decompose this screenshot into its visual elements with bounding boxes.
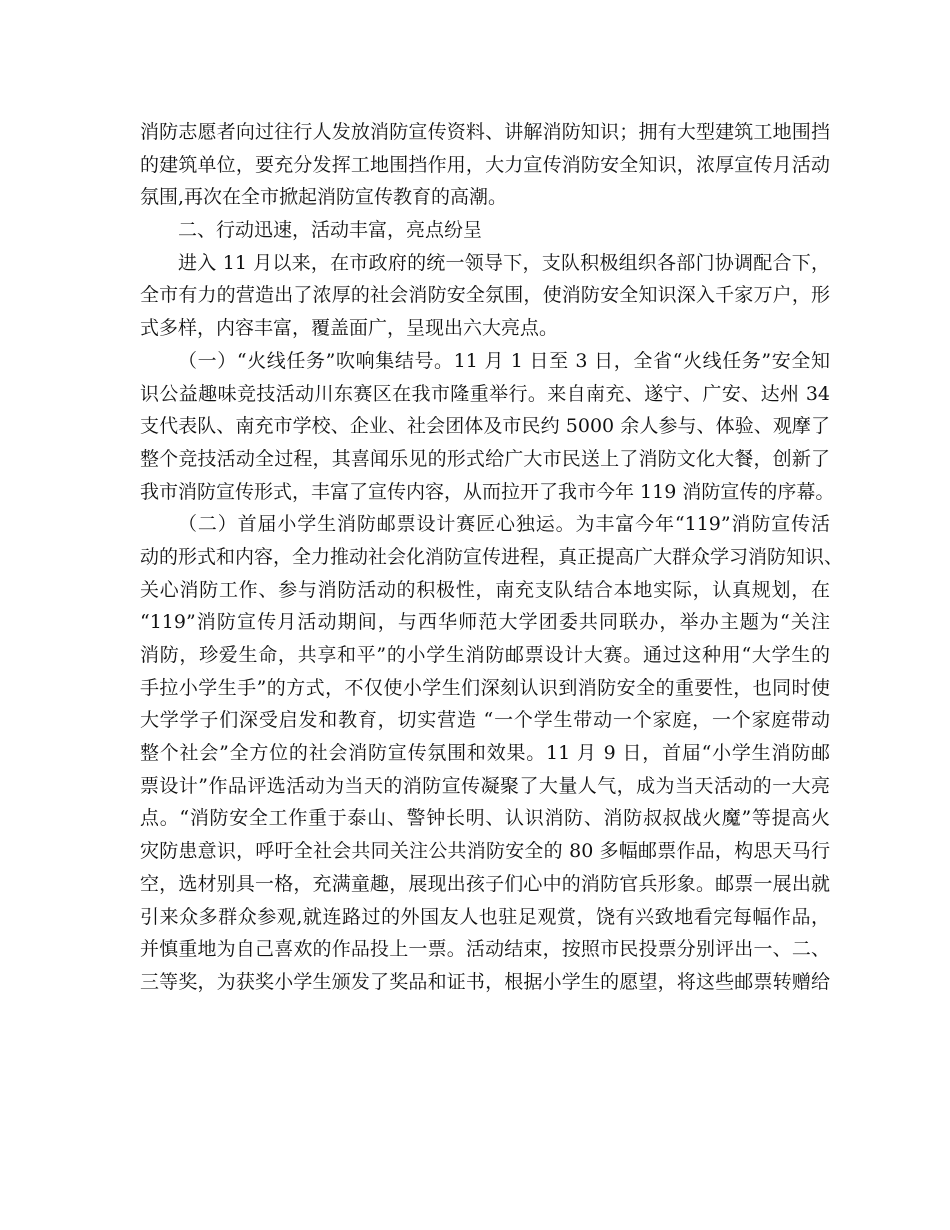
text-line: 点。“消防安全工作重于泰山、警钟长明、认识消防、消防叔叔战火魔”等提高火 (140, 807, 830, 830)
text-line: 关心消防工作、参与消防活动的积极性，南充支队结合本地实际，认真规划，在 (140, 578, 830, 601)
text-line: 票设计”作品评选活动为当天的消防宣传凝聚了大量人气，成为当天活动的一大亮 (140, 774, 830, 797)
text-line: 整个社会”全方位的社会消防宣传氛围和效果。11 月 9 日，首届“小学生消防邮 (140, 742, 830, 765)
text-line: （一）“火线任务”吹响集结号。11 月 1 日至 3 日，全省“火线任务”安全知 (178, 349, 830, 372)
text-line: 三等奖，为获奖小学生颁发了奖品和证书，根据小学生的愿望，将这些邮票转赠给 (140, 970, 830, 993)
document-body (140, 116, 844, 999)
text-line: 并慎重地为自己喜欢的作品投上一票。活动结束，按照市民投票分别评出一、二、 (140, 938, 830, 961)
text-line: 手拉小学生手”的方式，不仅使小学生们深刻认识到消防安全的重要性，也同时使 (140, 676, 830, 699)
text-line: 整个竞技活动全过程，其喜闻乐见的形式给广大市民送上了消防文化大餐，创新了 (140, 447, 830, 470)
text-line: 识公益趣味竞技活动川东赛区在我市隆重举行。来自南充、遂宁、广安、达州 34 (140, 382, 830, 405)
text-line: 全市有力的营造出了浓厚的社会消防安全氛围，使消防安全知识深入千家万户，形 (140, 284, 830, 307)
text-line: 消防志愿者向过往行人发放消防宣传资料、讲解消防知识；拥有大型建筑工地围挡 (140, 121, 830, 143)
text-line: 消防，珍爱生命，共享和平”的小学生消防邮票设计大赛。通过这种用“大学生的 (140, 644, 830, 666)
text-line: 灾防患意识，呼吁全社会共同关注公共消防安全的 80 多幅邮票作品，构思天马行 (140, 840, 830, 863)
text-line: 式多样，内容丰富，覆盖面广，呈现出六大亮点。 (140, 317, 559, 340)
text-line: 二、行动迅速，活动丰富，亮点纷呈 (178, 219, 483, 242)
text-line: 我市消防宣传形式，丰富了宣传内容，从而拉开了我市今年 119 消防宣传的序幕。 (140, 480, 835, 503)
text-line: 空，选材别具一格，充满童趣，展现出孩子们心中的消防官兵形象。邮票一展出就 (140, 872, 830, 895)
text-line: 大学学子们深受启发和教育，切实营造 “一个学生带动一个家庭，一个家庭带动 (140, 709, 830, 732)
text-line: （二）首届小学生消防邮票设计赛匠心独运。为丰富今年“119”消防宣传活 (178, 513, 830, 536)
text-line: 支代表队、南充市学校、企业、社会团体及市民约 5000 余人参与、体验、观摩了 (140, 415, 830, 438)
text-line: “119”消防宣传月活动期间，与西华师范大学团委共同联办，举办主题为“关注 (140, 611, 830, 634)
text-line: 进入 11 月以来，在市政府的统一领导下，支队积极组织各部门协调配合下， (178, 251, 830, 274)
text-line: 动的形式和内容，全力推动社会化消防宣传进程，真正提高广大群众学习消防知识、 (140, 545, 844, 568)
text-line: 的建筑单位，要充分发挥工地围挡作用，大力宣传消防安全知识，浓厚宣传月活动 (140, 153, 830, 176)
text-line: 氛围,再次在全市掀起消防宣传教育的高潮。 (140, 186, 508, 209)
text-line: 引来众多群众参观,就连路过的外国友人也驻足观赏，饶有兴致地看完每幅作品， (140, 905, 830, 928)
